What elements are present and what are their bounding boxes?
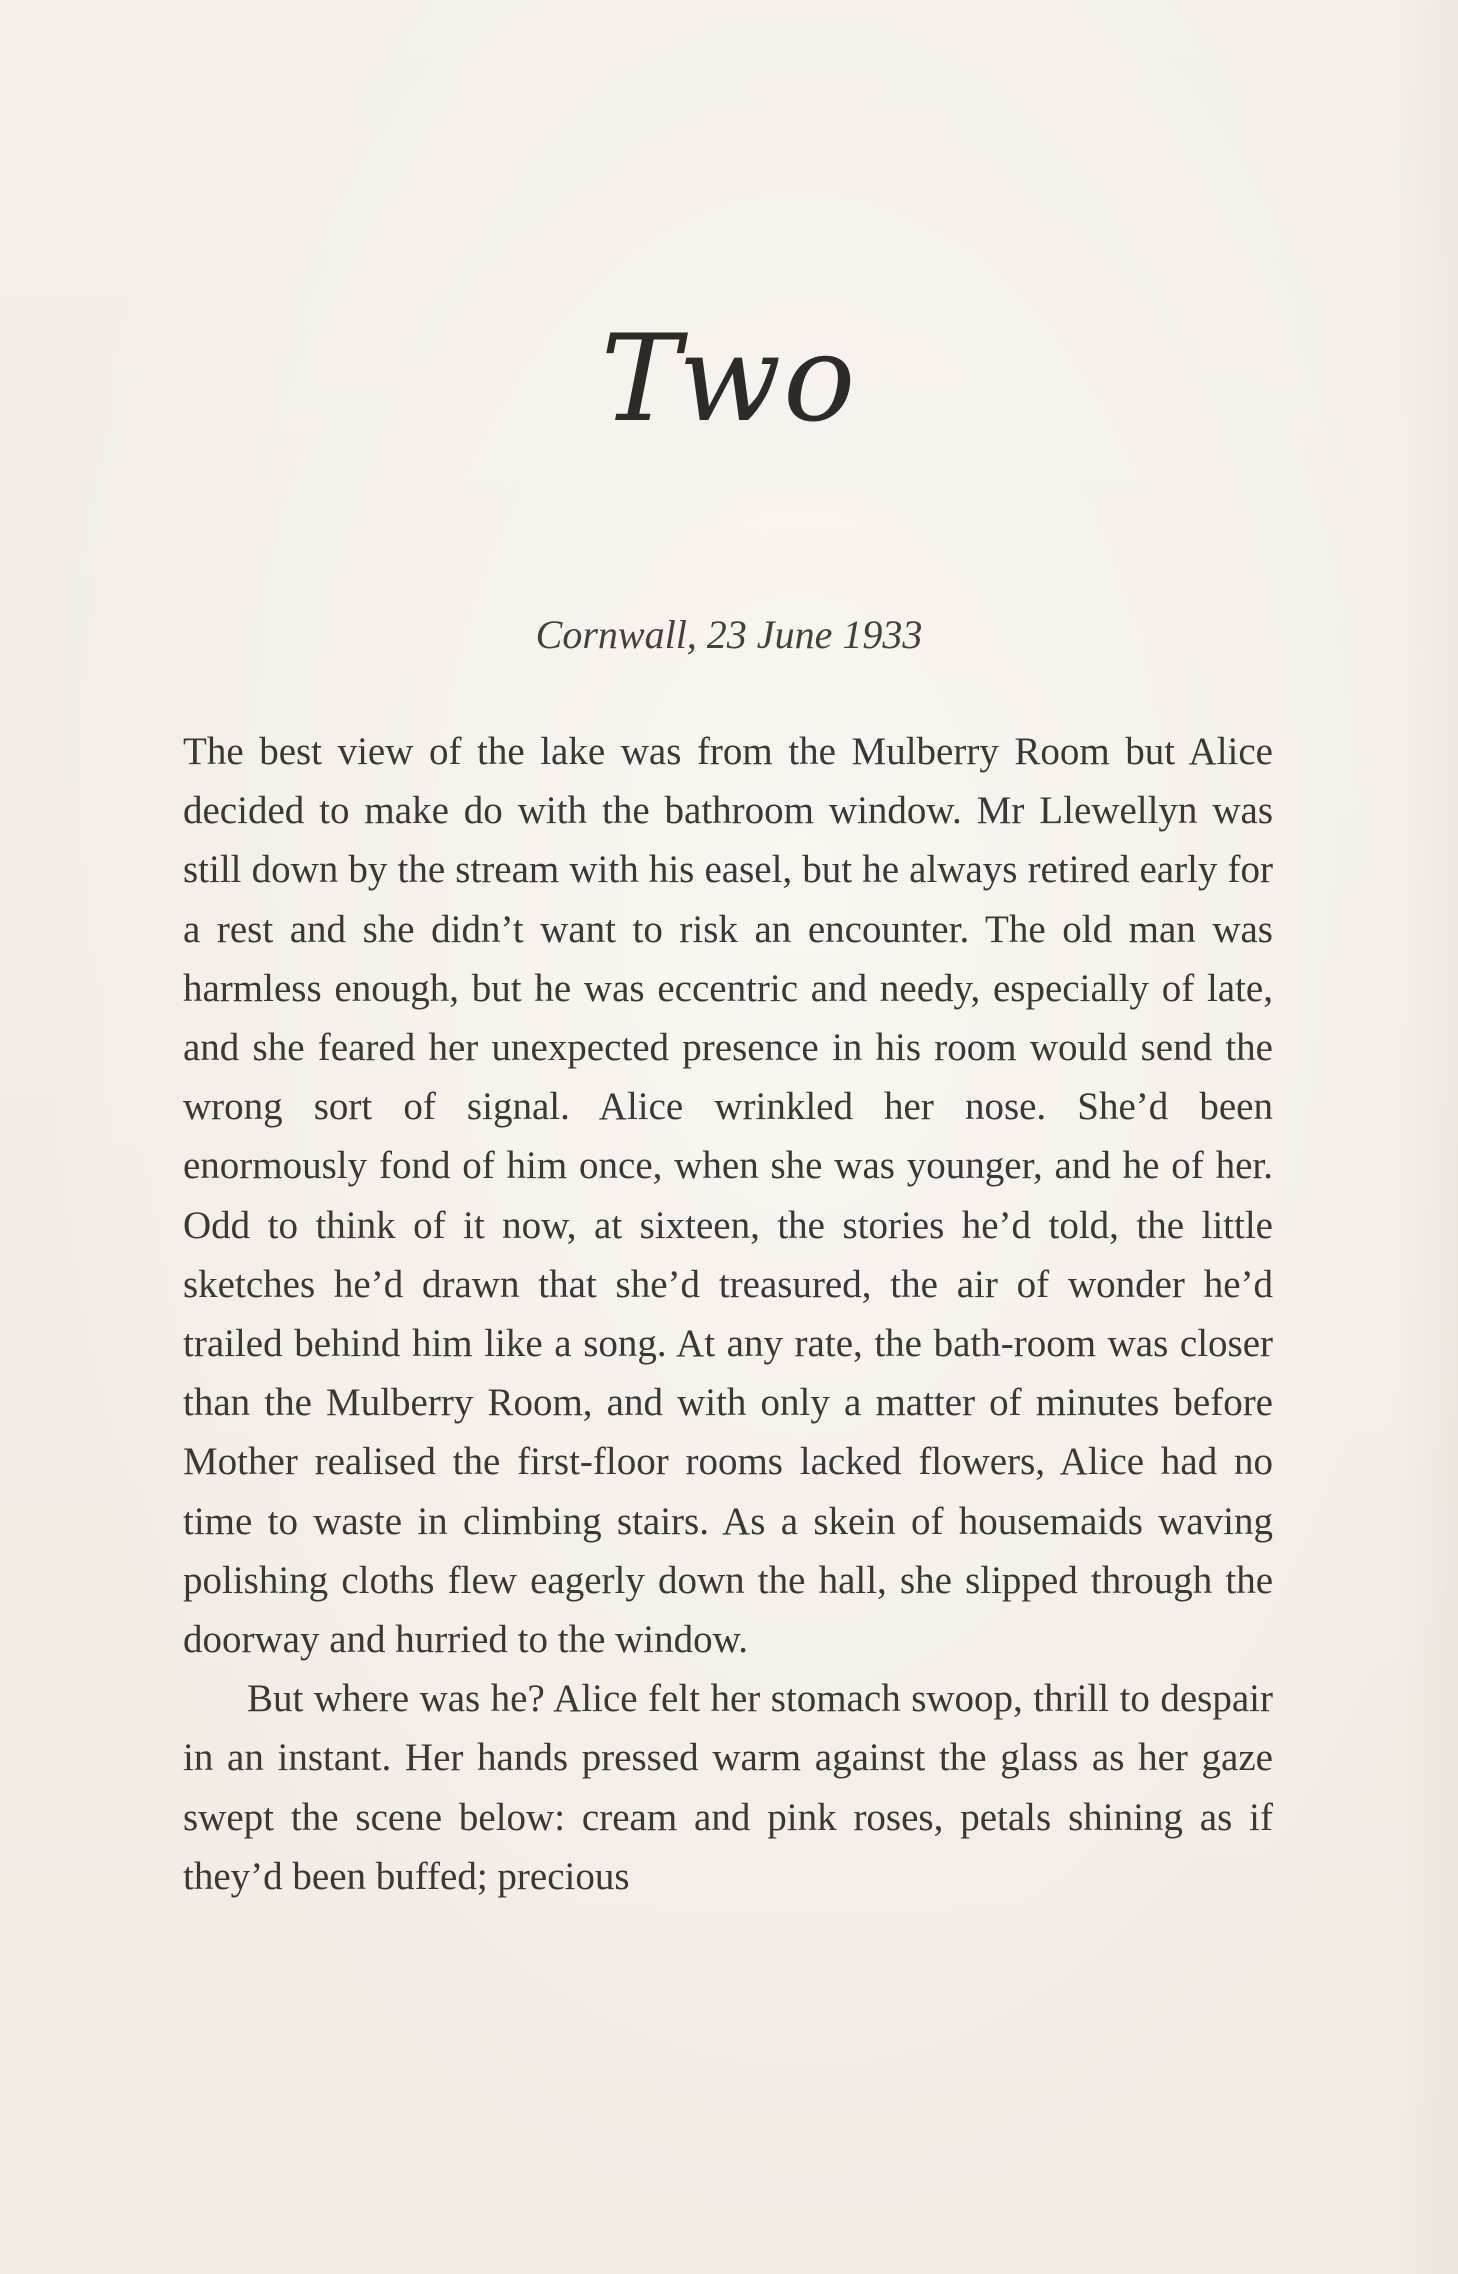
chapter-body bbox=[183, 722, 1273, 1906]
chapter-title: Two bbox=[600, 310, 858, 449]
paragraph-1: The best view of the lake was from the Mulberry Room but Alice decided to make do with the bathroom window. Mr Llewellyn was still down by the stream with his easel, but he always retired early for a rest and she didn’t want to risk an encounter. The old man was harmless enough, but he was eccentric and needy, especially of late, and she feared her unexpected presence in his room would send the wrong sort of signal. Alice wrinkled her nose. She’d been enormously fond of him once, when she was younger, and he of her. Odd to think of it now, at sixteen, the stories he’d told, the little sketches he’d drawn that she’d treasured, the air of wonder he’d trailed behind him like a song. At any rate, the bath-room was closer than the Mulberry Room, and with only a matter of minutes before Mother realised the first-floor rooms lacked flowers, Alice had no time to waste in climbing stairs. As a skein of housemaids waving polishing cloths flew eagerly down the hall, she slipped through the doorway and hurried to the window. bbox=[183, 730, 1273, 1662]
paragraph-2: But where was he? Alice felt her stomach swoop, thrill to despair in an instant. Her hands pressed warm against the glass as her gaze swept the scene below: cream and pink roses, petals shining as if they’d been buffed; precious bbox=[183, 1677, 1273, 1898]
chapter-dateline: Cornwall, 23 June 1933 bbox=[535, 612, 923, 657]
